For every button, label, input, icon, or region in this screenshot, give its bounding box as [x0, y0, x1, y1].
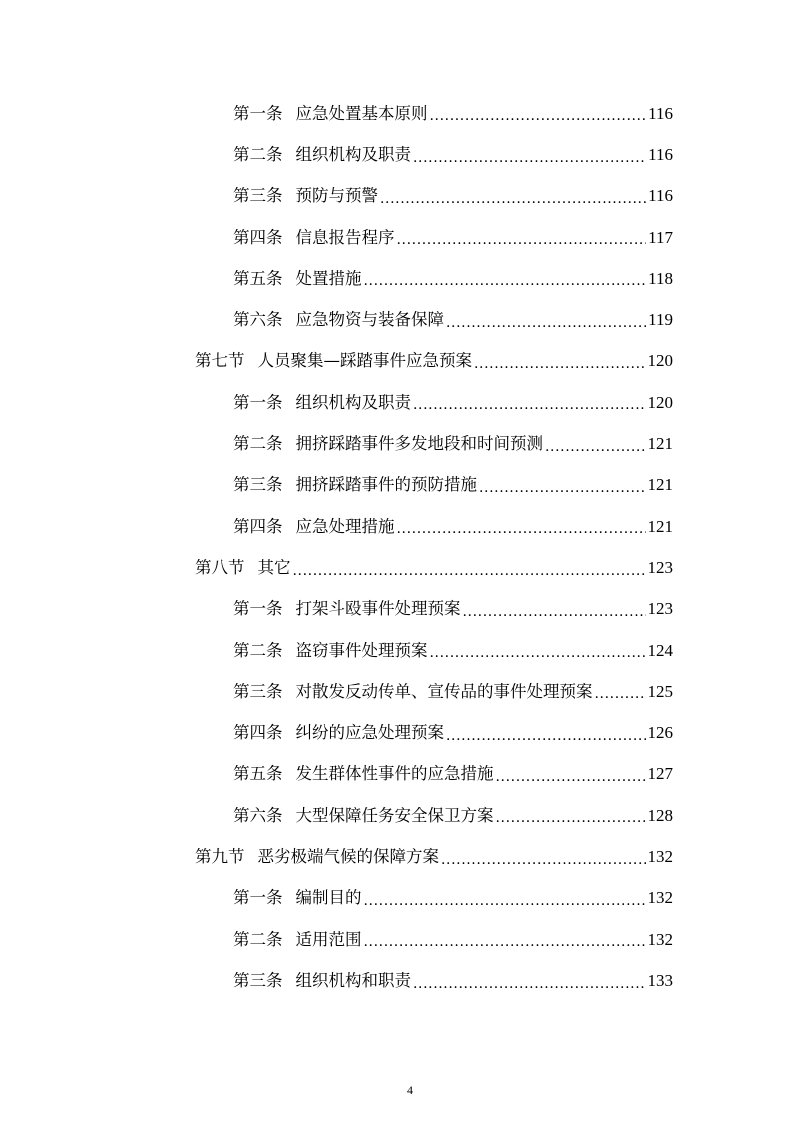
toc-entry-title: 信息报告程序 — [295, 227, 395, 247]
toc-entry-number: 第三条 — [233, 681, 283, 701]
toc-entry-label — [233, 228, 395, 248]
toc-dot-leader — [430, 646, 646, 671]
toc-article-entry[interactable] — [0, 258, 673, 299]
toc-dot-leader — [496, 770, 646, 795]
toc-entry-number: 第三条 — [233, 475, 283, 495]
toc-page-number: 118 — [648, 268, 673, 288]
toc-article-entry[interactable] — [0, 919, 673, 960]
toc-dot-leader — [413, 151, 646, 176]
toc-entry-number: 第一条 — [233, 392, 283, 412]
toc-page-number: 133 — [647, 970, 673, 990]
toc-article-entry[interactable] — [0, 299, 673, 340]
toc-dot-leader — [496, 811, 646, 836]
toc-article-entry[interactable] — [0, 176, 673, 217]
toc-entry-number: 第二条 — [233, 144, 283, 164]
toc-entry-title: 其它 — [257, 557, 291, 577]
toc-entry-label — [233, 393, 411, 413]
toc-page-number: 124 — [647, 640, 673, 660]
toc-entry-label — [233, 104, 428, 124]
toc-entry-label — [233, 806, 494, 826]
toc-entry-label — [233, 641, 428, 661]
toc-article-entry[interactable] — [0, 465, 673, 506]
table-of-contents — [0, 93, 793, 1002]
toc-entry-number: 第六条 — [233, 805, 283, 825]
toc-article-entry[interactable] — [0, 754, 673, 795]
toc-dot-leader — [595, 687, 646, 712]
toc-entry-label — [233, 888, 362, 908]
toc-dot-leader — [397, 233, 647, 258]
toc-section-entry[interactable] — [0, 547, 673, 588]
toc-dot-leader — [446, 316, 646, 341]
toc-article-entry[interactable] — [0, 217, 673, 258]
toc-entry-title: 拥挤踩踏事件的预防措施 — [295, 475, 477, 495]
toc-entry-number: 第三条 — [233, 970, 283, 990]
toc-entry-number: 第七节 — [195, 351, 245, 371]
toc-entry-number: 第二条 — [233, 640, 283, 660]
toc-entry-label — [233, 682, 593, 702]
toc-entry-number: 第一条 — [233, 888, 283, 908]
toc-entry-title: 适用范围 — [295, 929, 362, 949]
toc-entry-number: 第三条 — [233, 186, 283, 206]
toc-entry-title: 组织机构及职责 — [295, 144, 411, 164]
toc-entry-label — [233, 517, 395, 537]
toc-entry-title: 对散发反动传单、宣传品的事件处理预案 — [295, 681, 593, 701]
toc-entry-number: 第八节 — [195, 557, 245, 577]
toc-page-number: 128 — [647, 805, 673, 825]
toc-article-entry[interactable] — [0, 423, 673, 464]
toc-page-number: 120 — [647, 351, 673, 371]
toc-section-entry[interactable] — [0, 836, 673, 877]
toc-dot-leader — [293, 564, 646, 589]
toc-entry-label — [233, 971, 411, 991]
toc-entry-label — [233, 269, 362, 289]
toc-page-number: 116 — [648, 103, 673, 123]
toc-entry-number: 第五条 — [233, 764, 283, 784]
toc-dot-leader — [479, 481, 646, 506]
toc-entry-label — [233, 310, 444, 330]
toc-entry-number: 第五条 — [233, 268, 283, 288]
toc-dot-leader — [413, 398, 646, 423]
page-number: 4 — [407, 1083, 413, 1097]
toc-page-number: 121 — [647, 516, 673, 536]
toc-page-number: 121 — [647, 434, 673, 454]
toc-article-entry[interactable] — [0, 382, 673, 423]
toc-page-number: 119 — [648, 310, 673, 330]
toc-entry-label — [195, 351, 472, 371]
toc-entry-title: 应急物资与装备保障 — [295, 310, 444, 330]
toc-entry-number: 第一条 — [233, 599, 283, 619]
toc-entry-label — [233, 723, 444, 743]
toc-entry-number: 第六条 — [233, 310, 283, 330]
toc-article-entry[interactable] — [0, 630, 673, 671]
toc-article-entry[interactable] — [0, 712, 673, 753]
toc-dot-leader — [364, 894, 646, 919]
toc-page-number: 132 — [647, 846, 673, 866]
toc-entry-title: 处置措施 — [295, 268, 362, 288]
toc-entry-label — [233, 599, 461, 619]
toc-entry-title: 大型保障任务安全保卫方案 — [295, 805, 494, 825]
toc-entry-title: 拥挤踩踏事件多发地段和时间预测 — [295, 434, 543, 454]
toc-page-number: 132 — [647, 929, 673, 949]
toc-dot-leader — [463, 605, 646, 630]
toc-dot-leader — [364, 935, 646, 960]
toc-entry-number: 第一条 — [233, 103, 283, 123]
toc-dot-leader — [364, 274, 647, 299]
toc-entry-title: 人员聚集—踩踏事件应急预案 — [257, 351, 472, 371]
toc-page-number: 120 — [647, 392, 673, 412]
toc-page-number: 132 — [647, 888, 673, 908]
toc-article-entry[interactable] — [0, 878, 673, 919]
toc-dot-leader — [413, 977, 646, 1002]
toc-dot-leader — [446, 729, 646, 754]
toc-page-number: 123 — [647, 599, 673, 619]
toc-dot-leader — [380, 192, 646, 217]
toc-entry-label — [233, 186, 378, 206]
toc-entry-number: 第二条 — [233, 434, 283, 454]
toc-entry-number: 第四条 — [233, 227, 283, 247]
toc-entry-title: 组织机构及职责 — [295, 392, 411, 412]
toc-entry-label — [233, 764, 494, 784]
toc-page-number: 116 — [648, 144, 673, 164]
toc-dot-leader — [430, 109, 647, 134]
toc-page-number: 126 — [647, 723, 673, 743]
toc-entry-title: 编制目的 — [295, 888, 362, 908]
toc-dot-leader — [397, 522, 646, 547]
toc-entry-title: 纠纷的应急处理预案 — [295, 723, 444, 743]
toc-page-number: 125 — [647, 681, 673, 701]
toc-entry-number: 第九节 — [195, 846, 245, 866]
toc-page-number: 123 — [647, 557, 673, 577]
toc-article-entry[interactable] — [0, 589, 673, 630]
toc-article-entry[interactable] — [0, 134, 673, 175]
toc-entry-title: 发生群体性事件的应急措施 — [295, 764, 494, 784]
toc-page-number: 116 — [648, 186, 673, 206]
toc-entry-title: 应急处理措施 — [295, 516, 395, 536]
toc-article-entry[interactable] — [0, 506, 673, 547]
toc-dot-leader — [474, 357, 646, 382]
toc-entry-label — [233, 434, 543, 454]
toc-page-number: 121 — [647, 475, 673, 495]
toc-dot-leader — [441, 853, 646, 878]
toc-entry-label — [233, 930, 362, 950]
toc-entry-label — [233, 145, 411, 165]
toc-article-entry[interactable] — [0, 93, 673, 134]
toc-entry-label — [233, 475, 477, 495]
toc-article-entry[interactable] — [0, 960, 673, 1001]
toc-entry-number: 第四条 — [233, 723, 283, 743]
toc-entry-title: 打架斗殴事件处理预案 — [295, 599, 461, 619]
toc-entry-number: 第二条 — [233, 929, 283, 949]
toc-entry-number: 第四条 — [233, 516, 283, 536]
toc-page-number: 117 — [648, 227, 673, 247]
toc-entry-label — [195, 847, 439, 867]
toc-article-entry[interactable] — [0, 671, 673, 712]
toc-entry-title: 组织机构和职责 — [295, 970, 411, 990]
toc-entry-label — [195, 558, 291, 578]
toc-entry-title: 盗窃事件处理预案 — [295, 640, 428, 660]
toc-dot-leader — [545, 440, 646, 465]
toc-article-entry[interactable] — [0, 795, 673, 836]
toc-page-number: 127 — [647, 764, 673, 784]
toc-entry-title: 恶劣极端气候的保障方案 — [257, 846, 439, 866]
toc-entry-title: 预防与预警 — [295, 186, 378, 206]
toc-entry-title: 应急处置基本原则 — [295, 103, 428, 123]
toc-section-entry[interactable] — [0, 341, 673, 382]
